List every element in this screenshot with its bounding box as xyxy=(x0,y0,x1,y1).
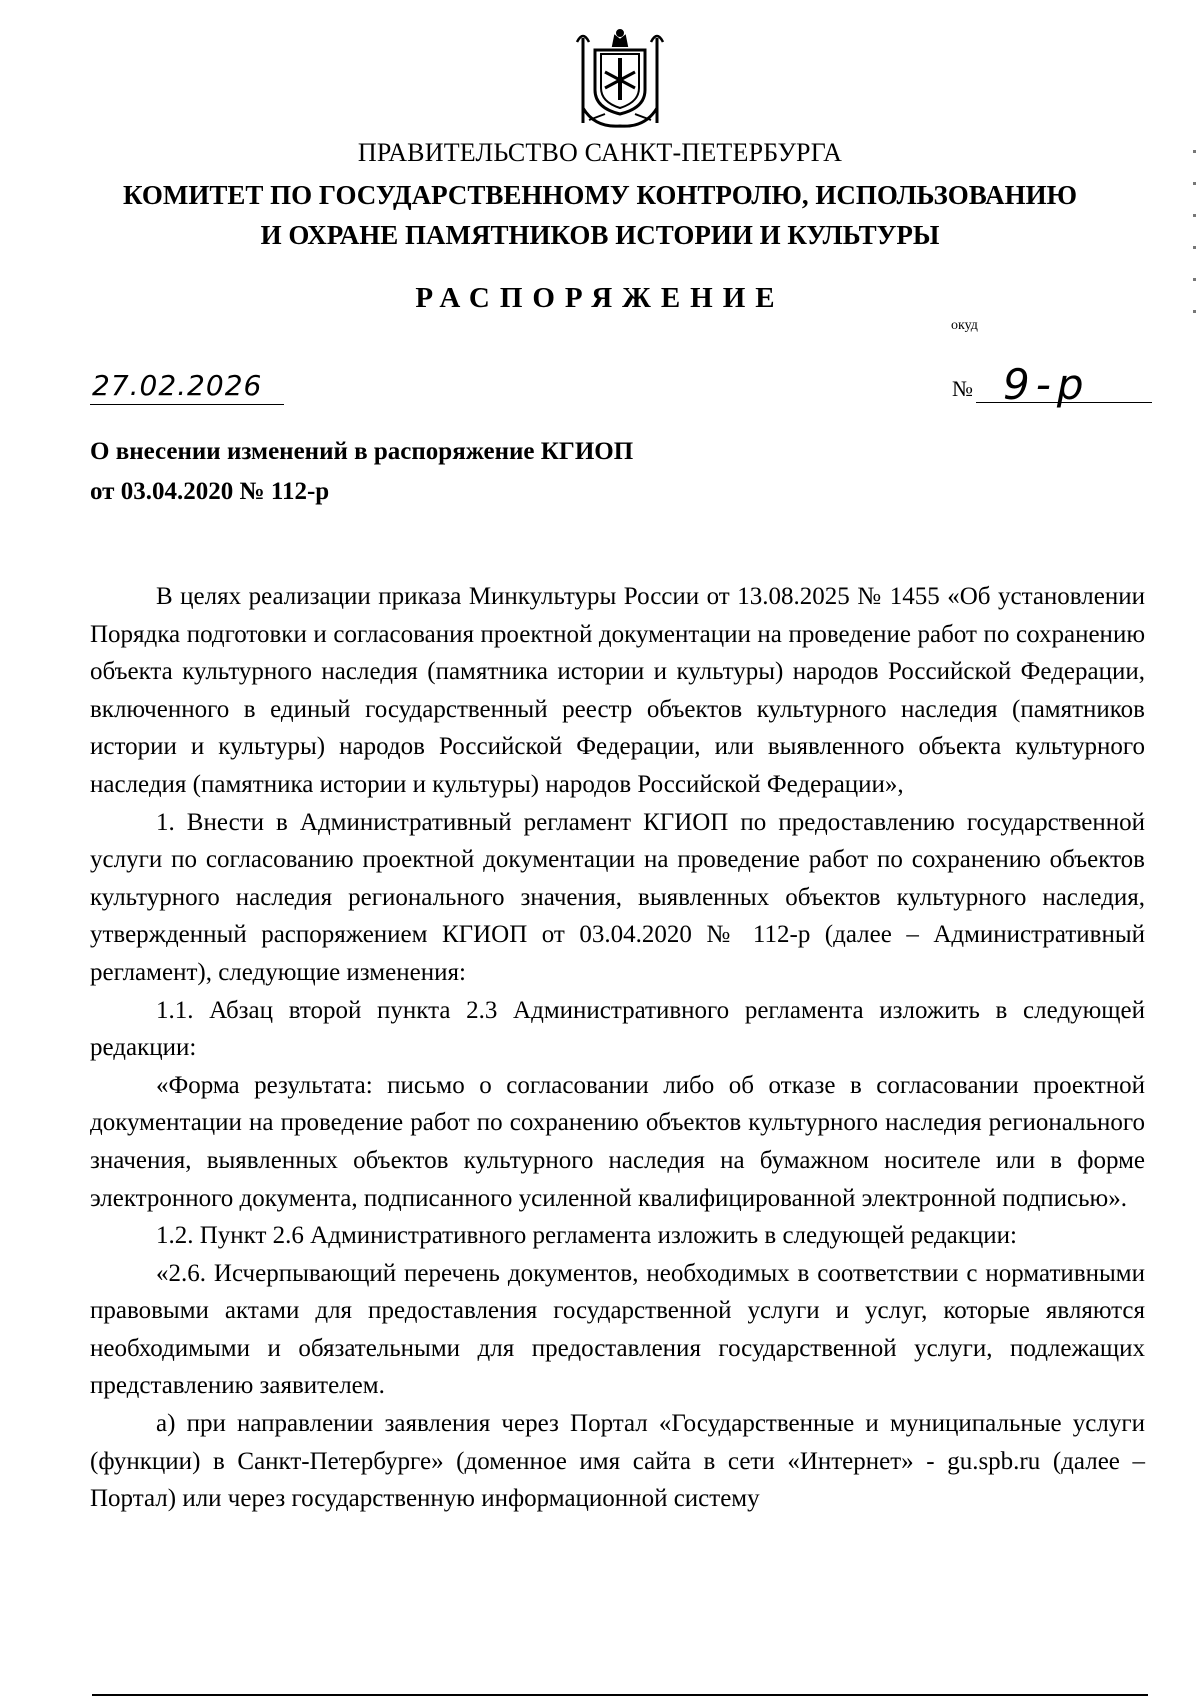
subject-line1: О внесении изменений в распоряжение КГИОП xyxy=(90,438,634,465)
body-paragraph: «Форма результата: письмо о согласовании либо об отказе в согласовании проектной документации на проведение работ по сохранению объектов культурного наследия регионального значения, выявленных объектов культурного наследия на бумажном носителе или в форме электронного документа, подписанного усиленной квалифицированной электронной подписью». xyxy=(90,1071,1145,1212)
document-subject xyxy=(90,432,633,512)
okud-label: окуд xyxy=(951,318,978,333)
body-paragraph: а) при направлении заявления через Портал «Государственные и муниципальные услуги (функции) в Санкт-Петербурге» (доменное имя сайта в сети «Интернет» - gu.spb.ru (далее – Портал) или через государственную информационной систему xyxy=(90,1410,1145,1513)
page-bottom-rule xyxy=(92,1694,1148,1696)
body-paragraph: 1. Внести в Административный регламент КГИОП по предоставлению государственной услуги по согласованию проектной документации на проведение работ по сохранению объектов культурного наследия регионального значения, выявленных объектов культурного наследия, утвержденный распоряжением КГИОП от 03.04.2020 № 112-р (далее – Административный регламент), следующие изменения: xyxy=(90,808,1145,986)
body-paragraph: 1.1. Абзац второй пункта 2.3 Административного регламента изложить в следующей редакции: xyxy=(90,996,1145,1062)
body-paragraph: «2.6. Исчерпывающий перечень документов, необходимых в соответствии с нормативными правовыми актами для предоставления государственной услуги и услуг, которые являются необходимыми и обязательными для предоставления государственной услуги, подлежащих представлению заявителем. xyxy=(90,1259,1145,1400)
document-body xyxy=(90,578,1145,1518)
subject-line2: от 03.04.2020 № 112-р xyxy=(90,478,330,505)
government-name: ПРАВИТЕЛЬСТВО САНКТ-ПЕТЕРБУРГА xyxy=(357,138,843,167)
body-paragraph: 1.2. Пункт 2.6 Административного регламента изложить в следующей редакции: xyxy=(156,1222,1017,1250)
document-number: 9-р xyxy=(1003,360,1090,409)
document-date: 27.02.2026 xyxy=(90,368,284,405)
coat-of-arms-emblem xyxy=(575,28,665,132)
committee-name-line2: И ОХРАНЕ ПАМЯТНИКОВ ИСТОРИИ И КУЛЬТУРЫ xyxy=(260,220,940,250)
committee-name-line1: КОМИТЕТ ПО ГОСУДАРСТВЕННОМУ КОНТРОЛЮ, ИСПОЛЬЗОВАНИЮ xyxy=(123,180,1077,210)
document-type: РАСПОРЯЖЕНИЕ xyxy=(415,282,785,314)
number-sign: № xyxy=(952,376,973,401)
body-paragraph: В целях реализации приказа Минкультуры России от 13.08.2025 № 1455 «Об установлении Порядка подготовки и согласования проектной документации на проведение работ по сохранению объекта культурного наследия (памятника истории и культуры) народов Российской Федерации, включенного в единый государственный реестр объектов культурного наследия (памятников истории и культуры) народов Российской Федерации, или выявленного объекта культурного наследия (памятника истории и культуры) народов Российской Федерации», xyxy=(90,583,1145,798)
